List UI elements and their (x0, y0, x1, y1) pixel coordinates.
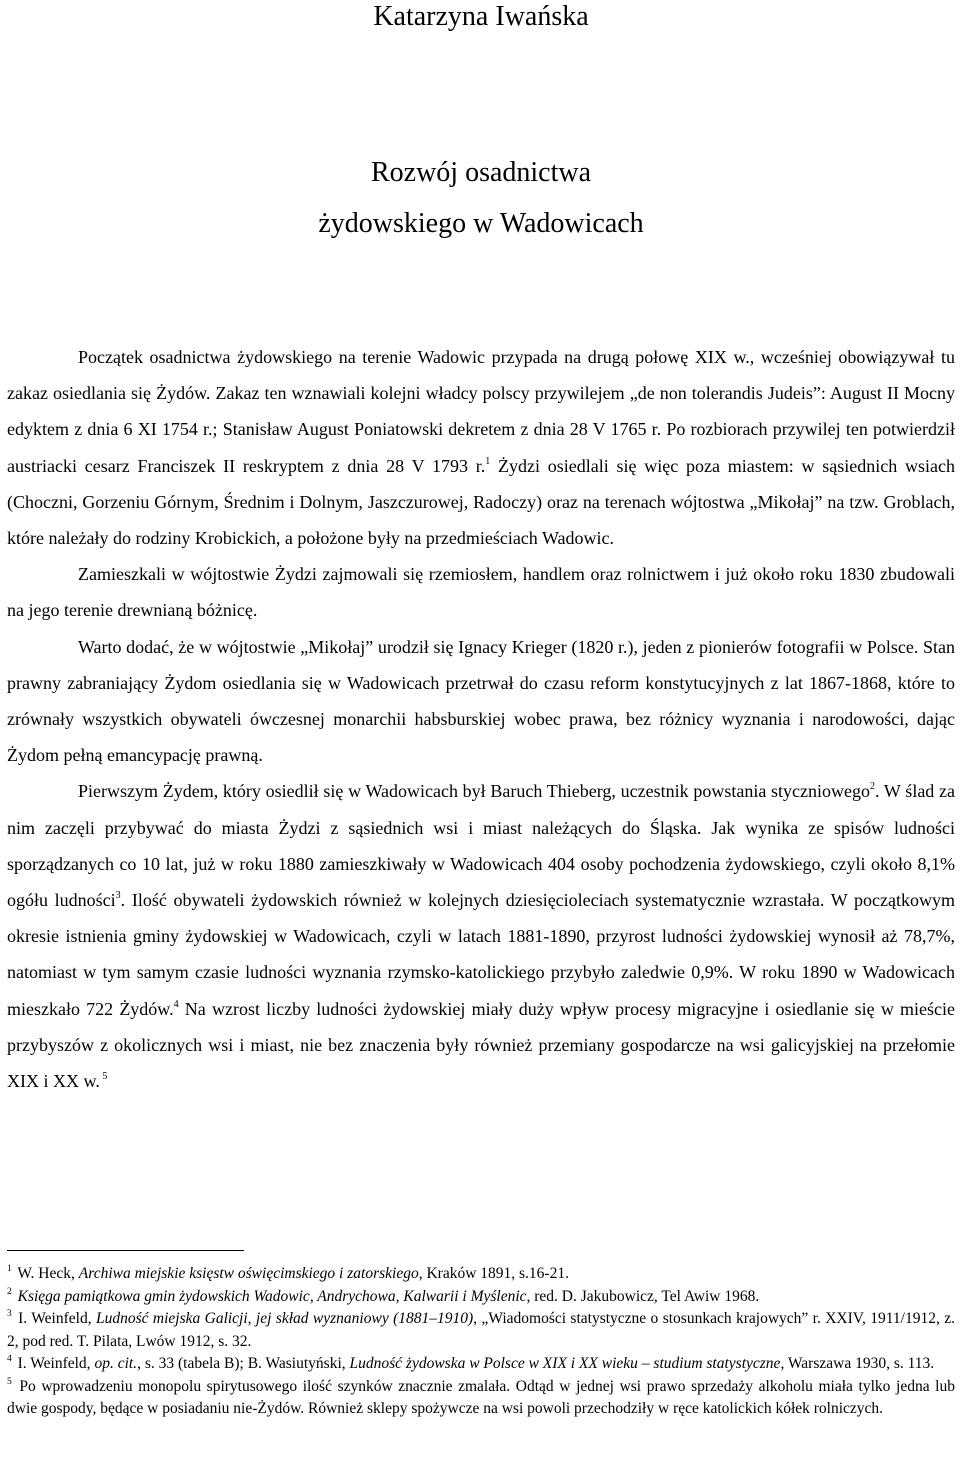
footnote-number: 4 (7, 1354, 12, 1364)
text-run: , Kraków 1891, s.16-21. (418, 1265, 569, 1282)
text-run: , red. D. Jakubowicz, Tel Awiw 1968. (526, 1287, 760, 1305)
footnote-number: 5 (7, 1376, 12, 1387)
footnotes (7, 1263, 955, 1421)
text-run: . Ilość obywateli żydowskich również w kolejnych dziesięcioleciach systematycznie wzrastała. W początkowym okresie istnienia gminy żydowskiej w Wadowicach, czyli w latach 1881-1890, przyrost ludności żydowskiej wynosił aż 78,7%, natomiast w tym samym czasie ludności wyznania rzymsko-katolickiego przybyło zaledwie 0,9%. W roku 1890 w Wadowicach mieszkało 722 Żydów. (7, 890, 956, 1019)
body-text (7, 339, 955, 1099)
text-run: Na wzrost liczby ludności żydowskiej miały duży wpływ procesy migracyjne i osiedlanie się w mieście przybyszów z okolicznych wsi i miast, nie bez znaczenia były również przemiany gospodarcze na wsi galicyjskiej na przełomie XIX i XX w. (7, 998, 955, 1092)
text-run: , Warszawa 1930, s. 113. (780, 1355, 935, 1372)
paragraph (7, 556, 955, 628)
title-line-1: Rozwój osadnictwa (370, 157, 592, 188)
footnote-reference: 5 (99, 1071, 108, 1083)
text-run: Po wprowadzeniu monopolu spirytusowego ilość szynków znacznie zmalała. Odtąd w jednej wsi prawo sprzedaży alkoholu miała tylko jedna lub dwie gospody, będące w posiadaniu nie-Żydów. Również sklepy spożywcze na wsi powoli przechodziły w ręce katolickich kółek rolniczych. (7, 1377, 955, 1417)
footnote-separator (7, 1250, 244, 1251)
text-run: Warto dodać, że w wójtostwie „Mikołaj” urodził się Ignacy Krieger (1820 r.), jeden z pionierów fotografii w Polsce. Stan prawny zabraniający Żydom osiedlania się w Wadowicach przetrwał do czasu reform konstytucyjnych z lat 1867-1868, które to zrównały wszystkich obywateli ówczesnej monarchii habsburskiej wobec prawa, bez różnicy wyznania i narodowości, dając Żydom pełną emancypację prawną. (7, 636, 955, 766)
text-run: . W ślad za nim zaczęli przybywać do miasta Żydzi z sąsiednich wsi i miast należących do Śląska. Jak wynika ze spisów ludności sporządzanych co 10 lat, już w roku 1880 zamieszkiwały w Wadowicach 404 osoby pochodzenia żydowskiego, czyli około 8,1% ogółu ludności (7, 781, 956, 911)
paragraph (7, 773, 955, 1099)
text-run: , s. 33 (tabela B); B. Wasiutyński, (137, 1355, 350, 1372)
footnote-reference: 4 (173, 998, 179, 1010)
paragraph (7, 629, 955, 774)
text-run: Żydzi osiedlali się więc poza miastem: w sąsiednich wsiach (Choczni, Gorzeniu Górnym, Średnim i Dolnym, Jaszczurowej, Radoczy) oraz na terenach wójtostwa „Mikołaj” na tzw. Groblach, które należały do rodziny Krobickich, a położone były na przedmieściach Wadowic. (7, 455, 956, 549)
footnote-reference: 2 (870, 781, 876, 793)
text-run: , „Wiadomości statystyczne o stosunkach krajowych” r. XXIV, 1911/1912, z. 2, pod red. T. Pilata, Lwów 1912, s. 32. (7, 1310, 955, 1350)
footnote-reference: 3 (115, 890, 121, 902)
text-run: I. Weinfeld, (13, 1355, 95, 1372)
text-run: W. Heck, (13, 1265, 79, 1282)
footnote (7, 1376, 955, 1421)
footnote-number: 3 (7, 1309, 12, 1319)
footnote-reference: 1 (485, 455, 491, 467)
text-run: Początek osadnictwa żydowskiego na terenie Wadowic przypada na drugą połowę XIX w., wcześniej obowiązywał tu zakaz osiedlania się Żydów. Zakaz ten wznawiali kolejni władcy polscy przywilejem „de non tolerandis Judeis”: August II Mocny edyktem z dnia 6 XI 1754 r.; Stanisław August Poniatowski dekretem z dnia 28 V 1765 r. Po rozbiorach przywilej ten potwierdził austriacki cesarz Franciszek II reskryptem z dnia 28 V 1793 r. (7, 347, 955, 476)
text-run: Pierwszym Żydem, który osiedlił się w Wadowicach był Baruch Thieberg, uczestnik powstania styczniowego (78, 781, 871, 802)
footnote (7, 1308, 955, 1353)
author-name: Katarzyna Iwańska (373, 1, 589, 32)
paragraph (7, 339, 955, 556)
footnote (7, 1263, 955, 1286)
italic-text: Ludność miejska Galicji, jej skład wyznaniowy (1881–1910) (95, 1310, 474, 1327)
italic-text: Ludność żydowska w Polsce w XIX i XX wieku – studium statystyczne (349, 1355, 781, 1372)
footnote (7, 1353, 955, 1376)
footnote-number: 2 (7, 1286, 12, 1297)
document-page (7, 0, 956, 1417)
text-run: I. Weinfeld, (13, 1310, 96, 1327)
italic-text: Księga pamiątkowa gmin żydowskich Wadowic, Andrychowa, Kalwarii i Myślenic (17, 1287, 527, 1305)
italic-text: op. cit. (94, 1355, 138, 1372)
footnote-number: 1 (7, 1264, 12, 1274)
document-title (7, 147, 955, 249)
title-line-2: żydowskiego w Wadowicach (318, 208, 644, 239)
footnote (7, 1286, 955, 1309)
italic-text: Archiwa miejskie księstw oświęcimskiego i zatorskiego (78, 1265, 419, 1282)
text-run: Zamieszkali w wójtostwie Żydzi zajmowali się rzemiosłem, handlem oraz rolnictwem i już około roku 1830 zbudowali na jego terenie drewnianą bóżnicę. (7, 564, 955, 621)
